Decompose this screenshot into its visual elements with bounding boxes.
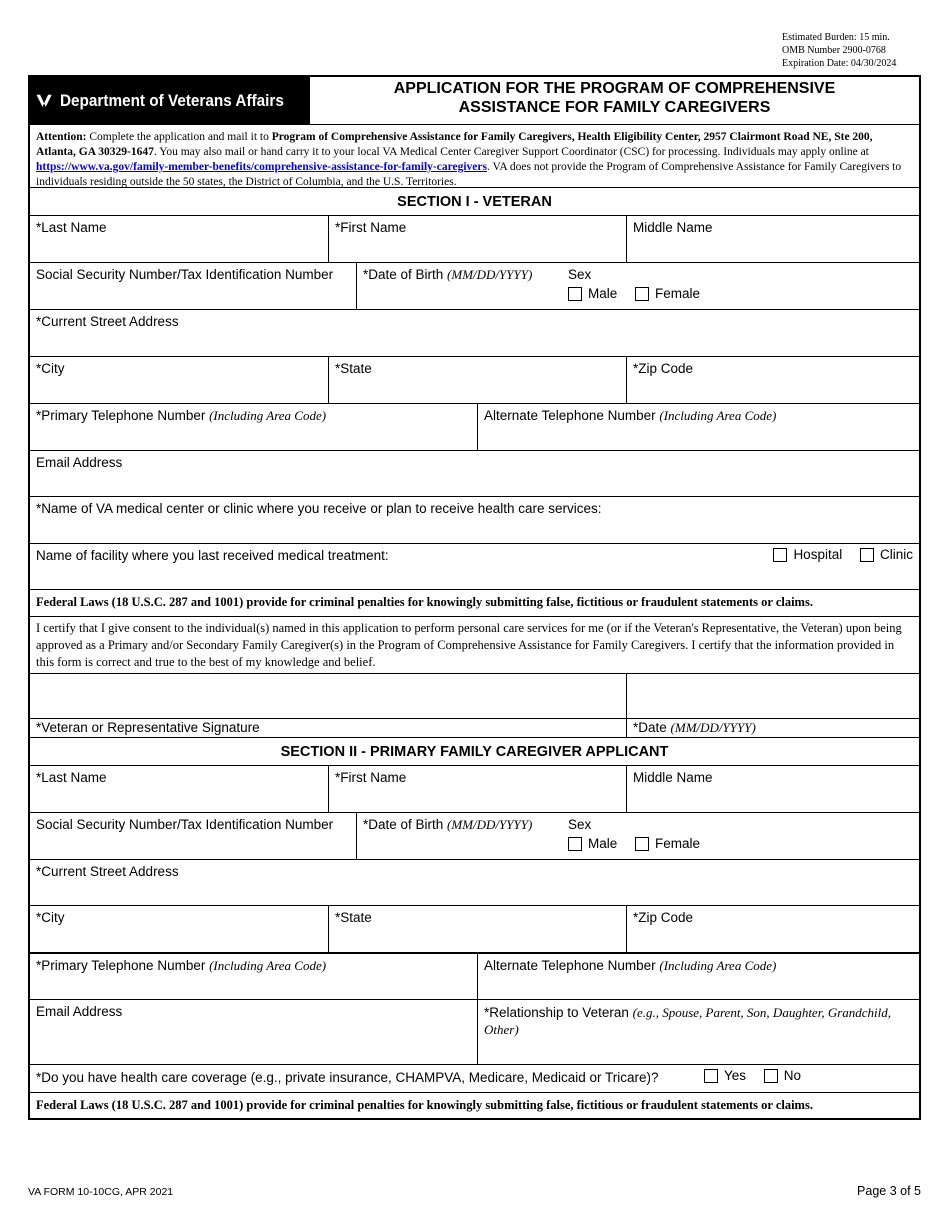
s1-ssn-row [30, 262, 919, 309]
s2-alt-phone-label: Alternate Telephone Number [484, 958, 660, 973]
s2-primary-phone-note: (Including Area Code) [209, 958, 327, 973]
form-id: VA FORM 10-10CG, APR 2021 [28, 1186, 174, 1198]
page-number: Page 3 of 5 [857, 1184, 921, 1198]
s2-no-label: No [783, 1068, 802, 1083]
s1-name-row [30, 215, 919, 262]
s1-sex-field [562, 263, 919, 309]
s2-state-label: *State [335, 910, 372, 925]
s2-sex-label: Sex [568, 817, 592, 832]
s2-state-field[interactable] [328, 906, 626, 952]
agency-name: Department of Veterans Affairs [60, 90, 285, 110]
s1-alt-phone-field[interactable] [477, 404, 919, 450]
s2-relationship-label: *Relationship to Veteran [484, 1005, 633, 1020]
application-form [28, 75, 921, 1120]
s1-state-field[interactable] [328, 357, 626, 403]
s2-phone-row [30, 952, 919, 999]
s1-city-field[interactable] [30, 357, 328, 403]
attention-text-2: . You may also mail or hand carry it to your local VA Medical Center Caregiver Support Coordinator (CSC) for processing. Individuals may apply online at [153, 146, 869, 158]
s1-last-facility-label: Name of facility where you last received medical treatment: [36, 548, 389, 563]
s2-dob-field[interactable] [356, 813, 562, 859]
attention-text-3: . VA does not provide the Program of Comprehensive Assistance for Family Caregivers to individuals residing outside the 50 states, the District of Columbia, and the U.S. Territories. [36, 161, 902, 188]
s1-last-name-label: *Last Name [36, 220, 107, 235]
s1-zip-field[interactable] [626, 357, 919, 403]
s1-last-name-field[interactable] [30, 216, 328, 262]
s2-yes-checkbox[interactable] [704, 1069, 718, 1083]
s2-zip-field[interactable] [626, 906, 919, 952]
section2-title: SECTION II - PRIMARY FAMILY CAREGIVER APPLICANT [30, 737, 919, 765]
va-seal-icon [36, 86, 52, 116]
s1-va-center-field[interactable] [30, 497, 919, 543]
s1-sex-label: Sex [568, 267, 592, 282]
s1-certify-row [30, 616, 919, 673]
s2-dob-label: *Date of Birth [363, 817, 448, 832]
s1-male-option[interactable] [568, 286, 617, 301]
s1-alt-phone-label: Alternate Telephone Number [484, 408, 660, 423]
s1-primary-phone-field[interactable] [30, 404, 477, 450]
s1-primary-phone-note: (Including Area Code) [209, 408, 327, 423]
s2-relationship-note: (e.g., Spouse, Parent, Son, Daughter, Grandchild, Other) [484, 1005, 892, 1037]
s1-signature-label: *Veteran or Representative Signature [36, 720, 260, 735]
s1-federal-laws-text: Federal Laws (18 U.S.C. 287 and 1001) provide for criminal penalties for knowingly submitting false, fictitious or fraudulent statements or claims. [36, 595, 813, 609]
attention-text [30, 125, 919, 187]
s1-email-row [30, 450, 919, 496]
s1-female-label: Female [655, 286, 701, 301]
s1-va-center-label: *Name of VA medical center or clinic where you receive or plan to receive health care services: [36, 501, 602, 516]
s1-certify-text: I certify that I give consent to the individual(s) named in this application to perform personal care services for me (or if the Veteran's Representative, the Veteran) upon being approved as a Primary and/or Secondary Family Caregiver(s) in the Program of Comprehensive Assistance for Family Caregivers. I certify that the information provided in this form is correct and true to the best of my knowledge and belief. [36, 621, 902, 669]
s1-federal-laws-row [30, 589, 919, 616]
s2-female-label: Female [655, 836, 701, 851]
form-header [30, 77, 919, 124]
s1-signature-box[interactable] [30, 674, 626, 718]
s2-email-label: Email Address [36, 1004, 123, 1019]
s2-female-option[interactable] [635, 836, 700, 851]
s2-first-name-field[interactable] [328, 766, 626, 812]
s2-male-option[interactable] [568, 836, 617, 851]
s1-clinic-option[interactable] [860, 547, 913, 562]
s2-dob-format: (MM/DD/YYYY) [447, 817, 533, 832]
s1-email-label: Email Address [36, 455, 123, 470]
s2-coverage-field [30, 1065, 919, 1092]
s1-zip-label: *Zip Code [633, 361, 694, 376]
s2-ssn-field[interactable] [30, 813, 356, 859]
attention-text-1: Complete the application and mail it to [86, 131, 272, 143]
s2-street-row [30, 859, 919, 905]
s1-ssn-field[interactable] [30, 263, 356, 309]
s2-city-field[interactable] [30, 906, 328, 952]
section1-title: SECTION I - VETERAN [30, 187, 919, 215]
s1-middle-name-field[interactable] [626, 216, 919, 262]
s1-hospital-label: Hospital [793, 547, 843, 562]
s1-signature-box-row [30, 673, 919, 718]
s1-signature-label-row [30, 718, 919, 737]
s2-ssn-label: Social Security Number/Tax Identification Number [36, 817, 334, 832]
s2-yes-label: Yes [724, 1068, 747, 1083]
s2-first-name-label: *First Name [335, 770, 407, 785]
s1-middle-name-label: Middle Name [633, 220, 713, 235]
s1-first-name-field[interactable] [328, 216, 626, 262]
s2-city-label: *City [36, 910, 65, 925]
s1-street-label: *Current Street Address [36, 314, 179, 329]
form-title [309, 77, 919, 124]
s2-no-option[interactable] [764, 1068, 801, 1083]
s2-alt-phone-note: (Including Area Code) [659, 958, 777, 973]
s2-email-row [30, 999, 919, 1064]
s1-dob-label: *Date of Birth [363, 267, 448, 282]
omb-number: OMB Number 2900-0768 [782, 45, 886, 56]
s1-primary-phone-label: *Primary Telephone Number [36, 408, 210, 423]
s2-middle-name-label: Middle Name [633, 770, 713, 785]
s1-ssn-label: Social Security Number/Tax Identification Number [36, 267, 334, 282]
s2-last-name-field[interactable] [30, 766, 328, 812]
s2-last-name-label: *Last Name [36, 770, 107, 785]
s2-relationship-field[interactable] [477, 1000, 919, 1064]
expiration-date: Expiration Date: 04/30/2024 [782, 58, 897, 69]
s2-alt-phone-field[interactable] [477, 954, 919, 999]
s2-city-row [30, 905, 919, 952]
s1-first-name-label: *First Name [335, 220, 407, 235]
s1-female-checkbox[interactable] [635, 287, 649, 301]
s1-last-facility-row [30, 543, 919, 589]
s2-male-checkbox[interactable] [568, 837, 582, 851]
s1-male-checkbox[interactable] [568, 287, 582, 301]
s1-va-center-row [30, 496, 919, 543]
s1-dob-field[interactable] [356, 263, 562, 309]
s1-last-facility-field[interactable] [30, 544, 919, 589]
s1-female-option[interactable] [635, 286, 700, 301]
s2-street-label: *Current Street Address [36, 864, 179, 879]
s2-primary-phone-field[interactable] [30, 954, 477, 999]
s1-hospital-checkbox[interactable] [773, 548, 787, 562]
s2-no-checkbox[interactable] [764, 1069, 778, 1083]
s1-street-row [30, 309, 919, 356]
s1-city-label: *City [36, 361, 65, 376]
s2-male-label: Male [588, 836, 618, 851]
s1-male-label: Male [588, 286, 618, 301]
form-title-line2: ASSISTANCE FOR FAMILY CAREGIVERS [458, 99, 771, 116]
s2-sex-field [562, 813, 919, 859]
s2-name-row [30, 765, 919, 812]
s1-street-field[interactable] [30, 310, 919, 356]
s2-primary-phone-label: *Primary Telephone Number [36, 958, 210, 973]
s2-ssn-row [30, 812, 919, 859]
s1-date-format: (MM/DD/YYYY) [670, 720, 756, 735]
s2-coverage-label: *Do you have health care coverage (e.g., private insurance, CHAMPVA, Medicare, Medicaid or Tricare)? [36, 1070, 659, 1085]
s1-phone-row [30, 403, 919, 450]
va-logo [30, 77, 309, 124]
s2-federal-laws-text: Federal Laws (18 U.S.C. 287 and 1001) provide for criminal penalties for knowingly submitting false, fictitious or fraudulent statements or claims. [36, 1098, 813, 1112]
apply-online-link[interactable]: https://www.va.gov/family-member-benefits/comprehensive-assistance-for-family-caregivers [36, 161, 487, 173]
omb-burden-block [782, 31, 896, 70]
s1-hospital-option[interactable] [773, 547, 842, 562]
s2-yes-option[interactable] [704, 1068, 746, 1083]
s2-middle-name-field[interactable] [626, 766, 919, 812]
s2-zip-label: *Zip Code [633, 910, 694, 925]
s2-federal-laws-row [30, 1092, 919, 1118]
s2-street-field[interactable] [30, 860, 919, 905]
s1-clinic-label: Clinic [879, 547, 913, 562]
s1-state-label: *State [335, 361, 372, 376]
s1-alt-phone-note: (Including Area Code) [659, 408, 777, 423]
s1-date-label: *Date [633, 720, 671, 735]
s1-date-box[interactable] [626, 674, 919, 718]
attention-label: Attention: [36, 131, 87, 143]
attention-row [30, 124, 919, 187]
s1-email-field[interactable] [30, 451, 919, 496]
mailing-address: Program of Comprehensive Assistance for Family Caregivers, Health Eligibility Center, 2957 Clairmont Road NE, Ste 200, Atlanta, GA 30329-1647 [36, 131, 873, 158]
estimated-burden: Estimated Burden: 15 min. [782, 32, 890, 43]
s1-city-row [30, 356, 919, 403]
s2-email-field[interactable] [30, 1000, 477, 1064]
s2-female-checkbox[interactable] [635, 837, 649, 851]
s2-coverage-row [30, 1064, 919, 1092]
form-title-line1: APPLICATION FOR THE PROGRAM OF COMPREHENSIVE [393, 80, 836, 97]
s1-clinic-checkbox[interactable] [860, 548, 874, 562]
s1-date-label-cell [626, 719, 919, 737]
s1-dob-format: (MM/DD/YYYY) [447, 267, 533, 282]
